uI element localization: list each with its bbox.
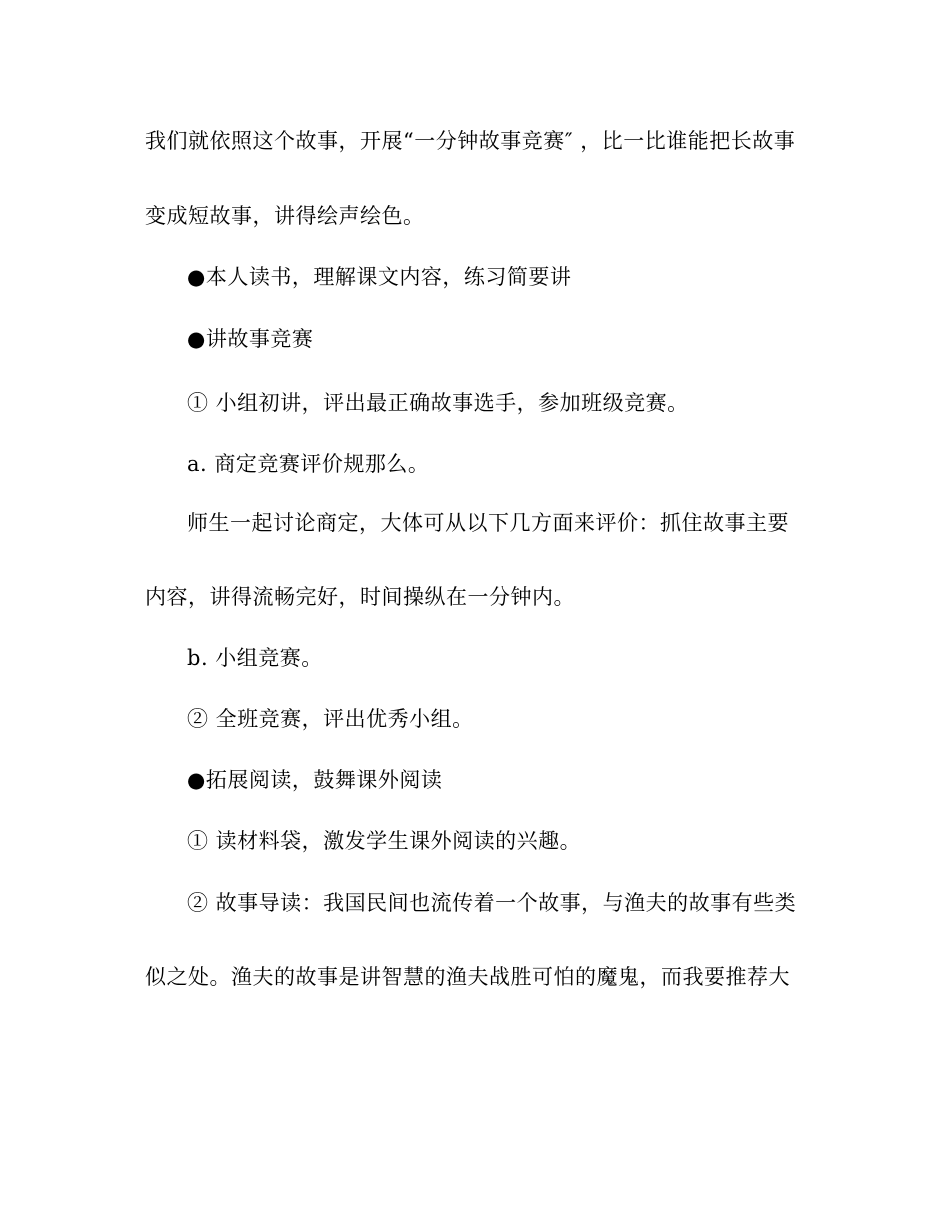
paragraph-line: 变成短故事，讲得绘声绘色。 <box>145 204 425 228</box>
paragraph-line: 似之处。渔夫的故事是讲智慧的渔夫战胜可怕的魔鬼，而我要推荐大 <box>145 965 790 989</box>
bullet-item: ●讲故事竞赛 <box>187 327 314 351</box>
paragraph-line: 师生一起讨论商定，大体可从以下几方面来评价：抓住故事主要 <box>187 511 789 535</box>
lettered-item: b. 小组竞赛。 <box>187 646 323 670</box>
lettered-item: a. 商定竞赛评价规那么。 <box>187 452 430 476</box>
numbered-item: ① 小组初讲，评出最正确故事选手，参加班级竞赛。 <box>187 391 689 415</box>
numbered-item: ① 读材料袋，激发学生课外阅读的兴趣。 <box>187 829 582 853</box>
bullet-item: ●本人读书，理解课文内容，练习简要讲 <box>187 265 572 289</box>
bullet-item: ●拓展阅读，鼓舞课外阅读 <box>187 768 443 792</box>
numbered-item: ② 全班竞赛，评出优秀小组。 <box>187 707 474 731</box>
paragraph-line: 我们就依照这个故事，开展“一分钟故事竞赛″ ，比一比谁能把长故事 <box>145 129 796 153</box>
paragraph-line: 内容，讲得流畅完好，时间操纵在一分钟内。 <box>145 585 575 609</box>
numbered-item: ② 故事导读：我国民间也流传着一个故事，与渔夫的故事有些类 <box>187 891 797 915</box>
